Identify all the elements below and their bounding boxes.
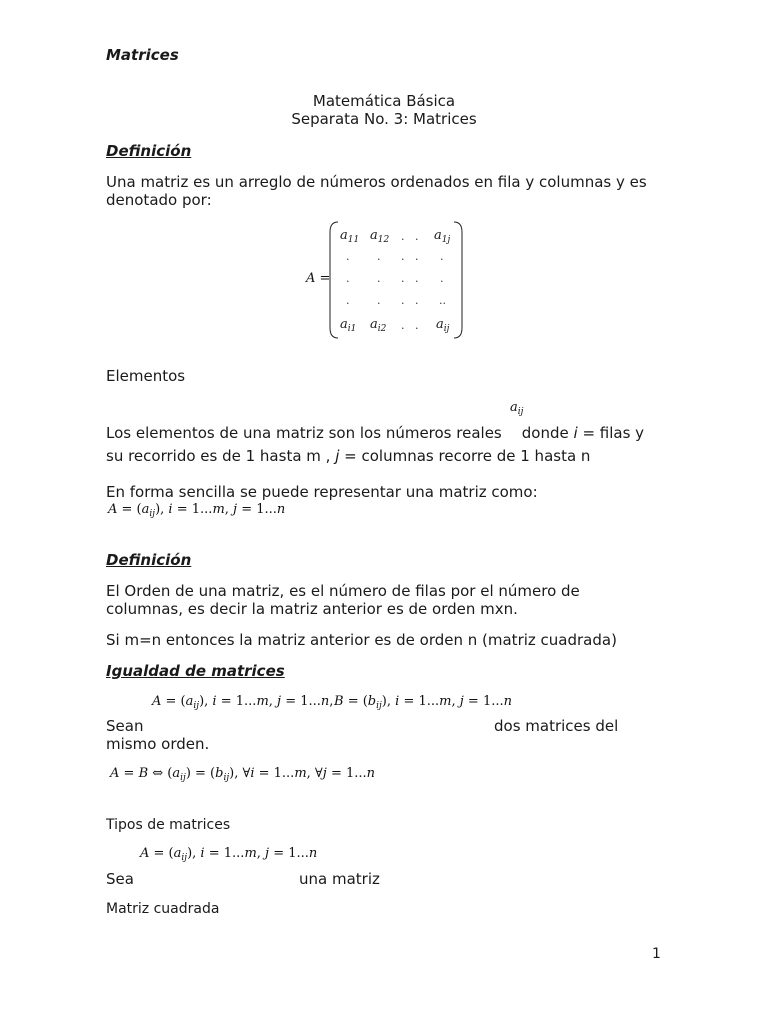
- subsection-heading: Matriz cuadrada: [106, 901, 220, 917]
- text-segment: Los elementos de una matriz son los números reales: [106, 424, 502, 442]
- matrix-entry-a1j: $a_{1j}$: [434, 228, 451, 245]
- matrix-dot: .: [415, 230, 419, 243]
- math-matrix-a: $A = (a_{ij})$, i = 1...m, j = 1...n,: [152, 694, 334, 711]
- math-aij: $a_{ij}$: [510, 400, 524, 417]
- matrix-dot: .: [415, 319, 419, 332]
- paragraph-line: Una matriz es un arreglo de números ordenados en fila y columnas y es: [106, 173, 647, 191]
- matrix-dot: .: [377, 272, 381, 285]
- matrix-dot: .: [415, 250, 419, 263]
- paragraph-line: Los elementos de una matriz son los números reales donde i = filas y: [106, 424, 645, 442]
- matrix-entry-a11: $a_{11}$: [340, 228, 360, 245]
- paragraph-line: El Orden de una matriz, es el número de filas por el número de: [106, 582, 580, 600]
- text-segment: donde: [521, 424, 569, 442]
- text-segment: = filas y: [582, 424, 645, 442]
- math-matrix-b: $B = (b_{ij})$, i = 1...m, j = 1...n: [334, 694, 512, 711]
- matrix-dot: .: [440, 272, 444, 285]
- matrix-dot: ..: [439, 294, 446, 307]
- text-segment: = columnas recorre de 1 hasta n: [344, 447, 591, 465]
- matrix-dot: .: [401, 250, 405, 263]
- matrix-dot: .: [346, 250, 350, 263]
- matrix-entry-aij: $a_{ij}$: [436, 317, 450, 334]
- matrix-dot: .: [440, 250, 444, 263]
- matrix-dot: .: [377, 250, 381, 263]
- matrix-dot: .: [415, 272, 419, 285]
- matrix-figure: [300, 220, 470, 345]
- matrix-dot: .: [377, 294, 381, 307]
- definition-heading: Definición: [106, 551, 192, 569]
- paragraph-line: En forma sencilla se puede representar una matriz como:: [106, 483, 538, 501]
- paragraph-line: denotado por:: [106, 191, 212, 209]
- section-heading: Igualdad de matrices: [106, 662, 285, 680]
- matrix-dot: .: [346, 272, 350, 285]
- text-segment: dos matrices del: [494, 717, 619, 735]
- elements-heading: Elementos: [106, 367, 186, 385]
- paragraph-line: mismo orden.: [106, 735, 210, 753]
- course-name: Matemática Básica: [312, 92, 456, 110]
- text-segment: Sea: [106, 870, 134, 888]
- handout-title: Separata No. 3: Matrices: [291, 110, 477, 128]
- page-number: 1: [652, 946, 661, 962]
- definition-heading: Definición: [106, 142, 192, 160]
- math-equality-condition: A = B ⇔ $(a_{ij}) = (b_{ij})$, ∀i = 1...m, ∀j = 1...n: [110, 766, 376, 783]
- paragraph-line: columnas, es decir la matriz anterior es de orden mxn.: [106, 600, 518, 618]
- matrix-entry-ai2: $a_{i2}$: [370, 317, 387, 334]
- text-segment: una matriz: [299, 870, 380, 888]
- matrix-dot: .: [346, 294, 350, 307]
- left-parenthesis-icon: [328, 220, 340, 340]
- math-matrix-notation: $A = (a_{ij})$, i = 1...m, j = 1...n: [108, 502, 286, 519]
- document-title: Matrices: [106, 46, 179, 64]
- paragraph-line: Si m=n entonces la matriz anterior es de orden n (matriz cuadrada): [106, 631, 617, 649]
- matrix-dot: .: [401, 319, 405, 332]
- matrix-dot: .: [415, 294, 419, 307]
- matrix-dot: .: [401, 272, 405, 285]
- matrix-dot: .: [401, 294, 405, 307]
- right-parenthesis-icon: [452, 220, 464, 340]
- text-segment: Sean: [106, 717, 144, 735]
- text-segment: su recorrido es de 1 hasta m ,: [106, 447, 331, 465]
- math-matrix-notation: $A = (a_{ij})$, i = 1...m, j = 1...n: [140, 846, 318, 863]
- matrix-lhs: A =: [306, 271, 331, 286]
- matrix-dot: .: [401, 230, 405, 243]
- matrix-entry-ai1: $a_{i1}$: [340, 317, 357, 334]
- paragraph-line: su recorrido es de 1 hasta m , j = columnas recorre de 1 hasta n: [106, 447, 591, 465]
- matrix-entry-a12: $a_{12}$: [370, 228, 390, 245]
- section-heading: Tipos de matrices: [106, 817, 231, 833]
